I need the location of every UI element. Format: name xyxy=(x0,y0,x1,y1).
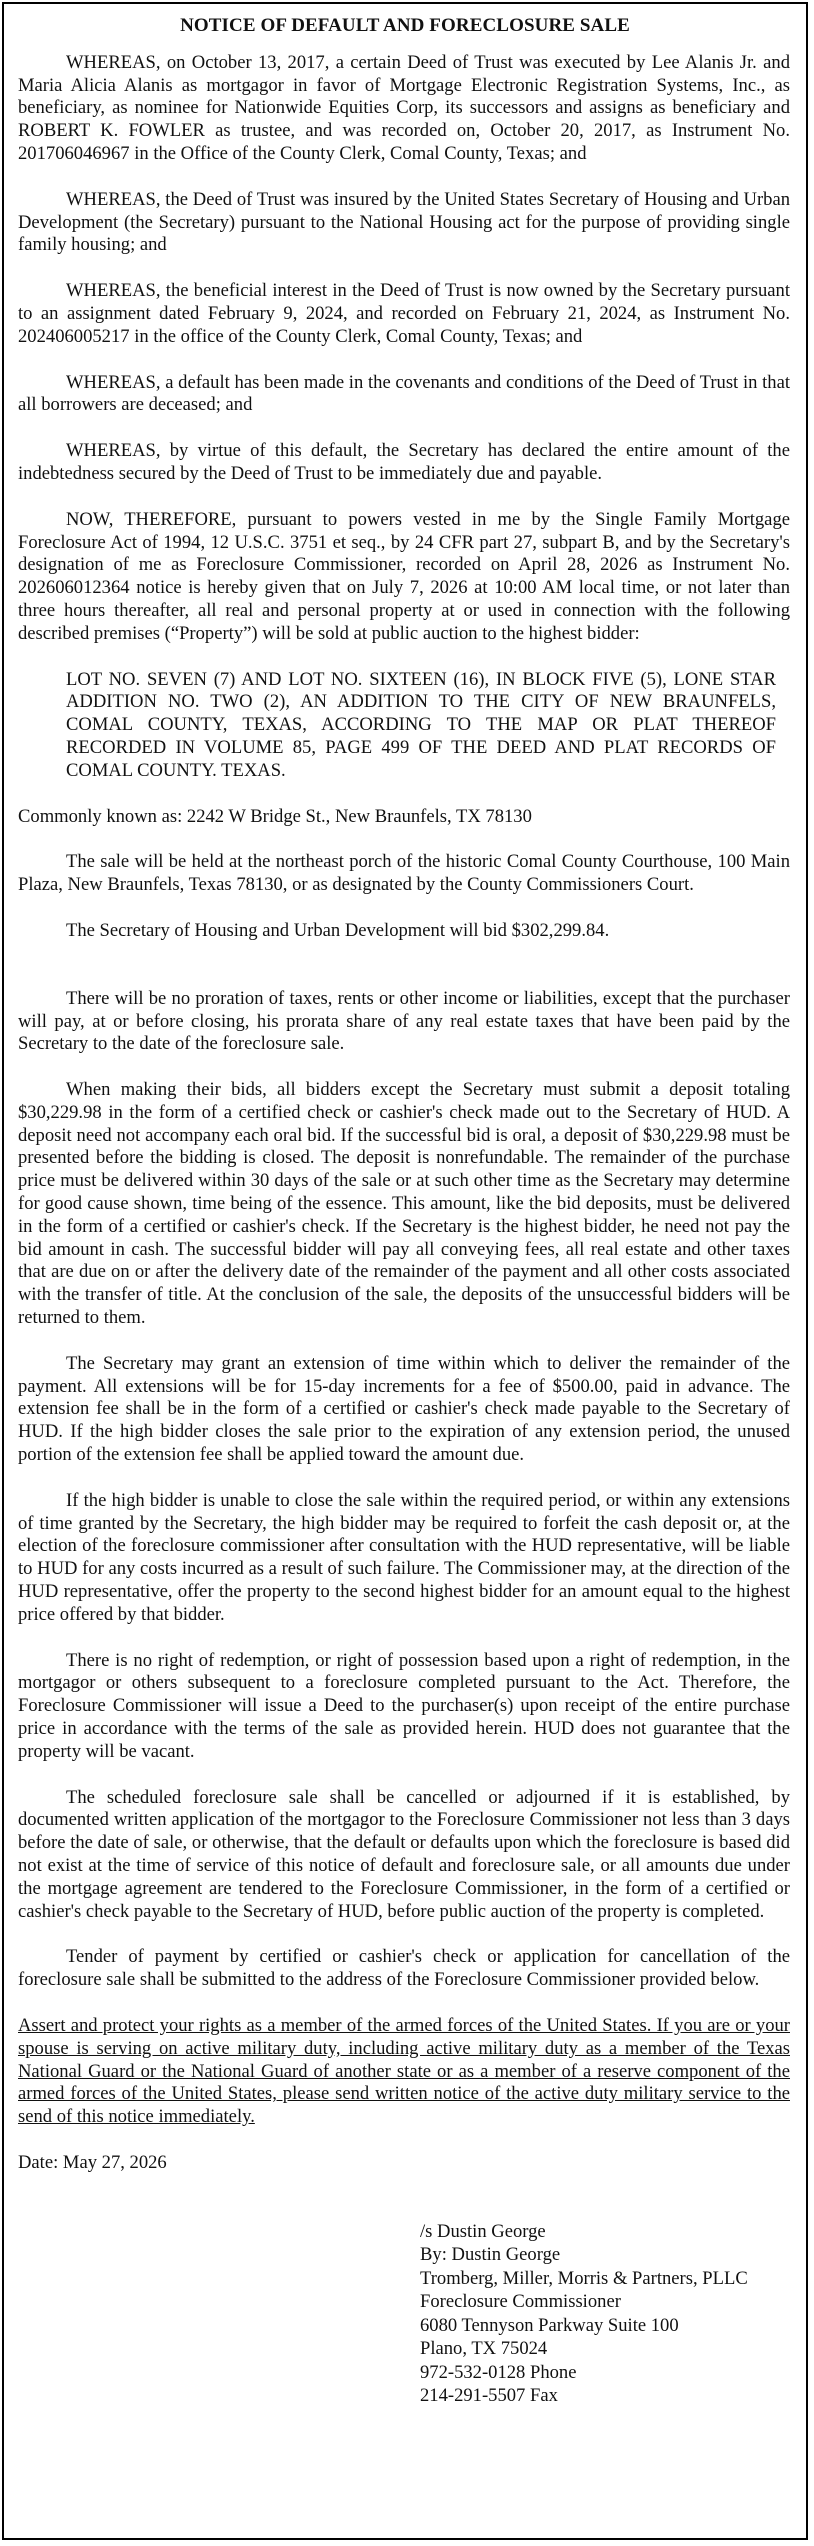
signer-role: Foreclosure Commissioner xyxy=(420,2291,621,2313)
tender-paragraph: Tender of payment by certified or cashier's check or application for cancellation of the foreclosure sale shall be submitted to the address of the Foreclosure Commissioner provided below. xyxy=(18,1946,790,1991)
firm-name: Tromberg, Miller, Morris & Partners, PLLC xyxy=(420,2267,748,2289)
signature-block xyxy=(420,2220,806,2408)
whereas-default: WHEREAS, a default has been made in the covenants and conditions of the Deed of Trust in that all borrowers are deceased; and xyxy=(18,371,790,416)
address-line-2: Plano, TX 75024 xyxy=(420,2338,548,2360)
notice-title: NOTICE OF DEFAULT AND FORECLOSURE SALE xyxy=(180,15,630,36)
signature-line: /s Dustin George xyxy=(420,2220,546,2242)
bidding-deposit-paragraph: When making their bids, all bidders except the Secretary must submit a deposit totaling $30,229.98 in the form of a certified check or cashier's check made out to the Secretary of HUD. A deposit need not accompany each oral bid. If the successful bid is oral, a deposit of $30,229.98 must be presented before the bidding is closed. The deposit is nonrefundable. The remainder of the purchase price must be delivered within 30 days of the sale or at such other time as the Secretary may determine for good cause shown, time being of the essence. This amount, like the bid deposits, must be delivered in the form of a certified or cashier's check. If the Secretary is the highest bidder, he need not pay the bid amount in cash. The successful bidder will pay all conveying fees, all real estate and other taxes that are due on or after the delivery date of the remainder of the payment and all other costs associated with the transfer of title. At the conclusion of the sale, the deposits of the unsuccessful bidders will be returned to them. xyxy=(18,1079,790,1329)
sale-location: The sale will be held at the northeast porch of the historic Comal County Courthouse, 100 Main Plaza, New Braunfels, Texas 78130, or as designated by the County Commissioners Court. xyxy=(18,851,790,896)
notice-page xyxy=(2,2,808,2540)
whereas-deed-insured: WHEREAS, the Deed of Trust was insured by the United States Secretary of Housing and Urban Development (the Secretary) pursuant to the National Housing act for the purpose of providing single family housing; and xyxy=(18,188,790,256)
whereas-deed-executed: WHEREAS, on October 13, 2017, a certain Deed of Trust was executed by Lee Alanis Jr. and Maria Alicia Alanis as mortgagor in favor of Mortgage Electronic Registration Systems, Inc., as beneficiary, as nominee for Nationwide Equities Corp, its successors and assigns as beneficiary and ROBERT K. FOWLER as trustee, and was recorded on, October 20, 2017, as Instrument No. 201706046967 in the Office of the County Clerk, Comal County, Texas; and xyxy=(18,51,790,164)
extension-paragraph: The Secretary may grant an extension of time within which to deliver the remainder of the payment. All extensions will be for 15-day increments for a fee of $500.00, paid in advance. The extension fee shall be in the form of a certified or cashier's check made payable to the Secretary of HUD. If the high bidder closes the sale prior to the expiration of any extension period, the unused portion of the extension fee shall be applied toward the amount due. xyxy=(18,1352,790,1466)
whereas-declared-due: WHEREAS, by virtue of this default, the Secretary has declared the entire amount of the indebtedness secured by the Deed of Trust to be immediately due and payable. xyxy=(18,440,790,484)
phone-number: 972-532-0128 Phone xyxy=(420,2361,577,2383)
military-notice: Assert and protect your rights as a member of the armed forces of the United States. If you are or your spouse is serving on active military duty, including active military duty as a member of the Texas National Guard or the National Guard of another state or as a member of a reserve component of the armed forces of the United States, please send written notice of the active duty military service to the send of this notice immediately. xyxy=(18,2014,790,2128)
notice-date: Date: May 27, 2026 xyxy=(18,2151,167,2173)
legal-description: LOT NO. SEVEN (7) AND LOT NO. SIXTEEN (16), IN BLOCK FIVE (5), LONE STAR ADDITION NO. TWO (2), AN ADDITION TO THE CITY OF NEW BRAUNFELS, COMAL COUNTY, TEXAS, ACCORDING TO THE MAP OR PLAT THEREOF RECORDED IN VOLUME 85, PAGE 499 OF THE DEED AND PLAT RECORDS OF COMAL COUNTY. TEXAS. xyxy=(66,668,776,781)
signer-name: By: Dustin George xyxy=(420,2244,561,2266)
commonly-known-as: Commonly known as: 2242 W Bridge St., New Braunfels, TX 78130 xyxy=(18,805,532,827)
address-line-1: 6080 Tennyson Parkway Suite 100 xyxy=(420,2314,679,2336)
now-therefore-paragraph: NOW, THEREFORE, pursuant to powers vested in me by the Single Family Mortgage Foreclosure Act of 1994, 12 U.S.C. 3751 et seq., by 24 CFR part 27, subpart B, and by the Secretary's designation of me as Foreclosure Commissioner, recorded on April 28, 2026 as Instrument No. 202606012364 notice is hereby given that on July 7, 2026 at 10:00 AM local time, or not later than three hours thereafter, all real and personal property at or used in connection with the following described premises (“Property”) will be sold at public auction to the highest bidder: xyxy=(18,508,790,644)
secretary-bid: The Secretary of Housing and Urban Development will bid $302,299.84. xyxy=(66,919,610,941)
no-redemption-paragraph: There is no right of redemption, or right of possession based upon a right of redemption, in the mortgagor or others subsequent to a foreclosure completed pursuant to the Act. Therefore, the Foreclosure Commissioner will issue a Deed to the purchaser(s) upon receipt of the entire purchase price in accordance with the terms of the sale as provided herein. HUD does not guarantee that the property will be vacant. xyxy=(18,1649,790,1762)
whereas-beneficial-interest: WHEREAS, the beneficial interest in the Deed of Trust is now owned by the Secretary pursuant to an assignment dated February 9, 2024, and recorded on February 21, 2024, as Instrument No. 202406005217 in the office of the County Clerk, Comal County, Texas; and xyxy=(18,280,790,347)
proration-paragraph: There will be no proration of taxes, rents or other income or liabilities, except that the purchaser will pay, at or before closing, his prorata share of any real estate taxes that have been paid by the Secretary to the date of the foreclosure sale. xyxy=(18,987,790,1055)
fax-number: 214-291-5507 Fax xyxy=(420,2385,558,2407)
cancellation-paragraph: The scheduled foreclosure sale shall be cancelled or adjourned if it is established, by documented written application of the mortgagor to the Foreclosure Commissioner not less than 3 days before the date of sale, or otherwise, that the default or defaults upon which the foreclosure is based did not exist at the time of service of this notice of default and foreclosure sale, or all amounts due under the mortgage agreement are tendered to the Foreclosure Commissioner, in the form of a certified or cashier's check payable to the Secretary of HUD, before public auction of the property is completed. xyxy=(18,1786,790,1922)
failure-to-close-paragraph: If the high bidder is unable to close the sale within the required period, or within any extensions of time granted by the Secretary, the high bidder may be required to forfeit the cash deposit or, at the election of the foreclosure commissioner after consultation with the HUD representative, will be liable to HUD for any costs incurred as a result of such failure. The Commissioner may, at the direction of the HUD representative, offer the property to the second highest bidder for an amount equal to the highest price offered by that bidder. xyxy=(18,1489,790,1625)
